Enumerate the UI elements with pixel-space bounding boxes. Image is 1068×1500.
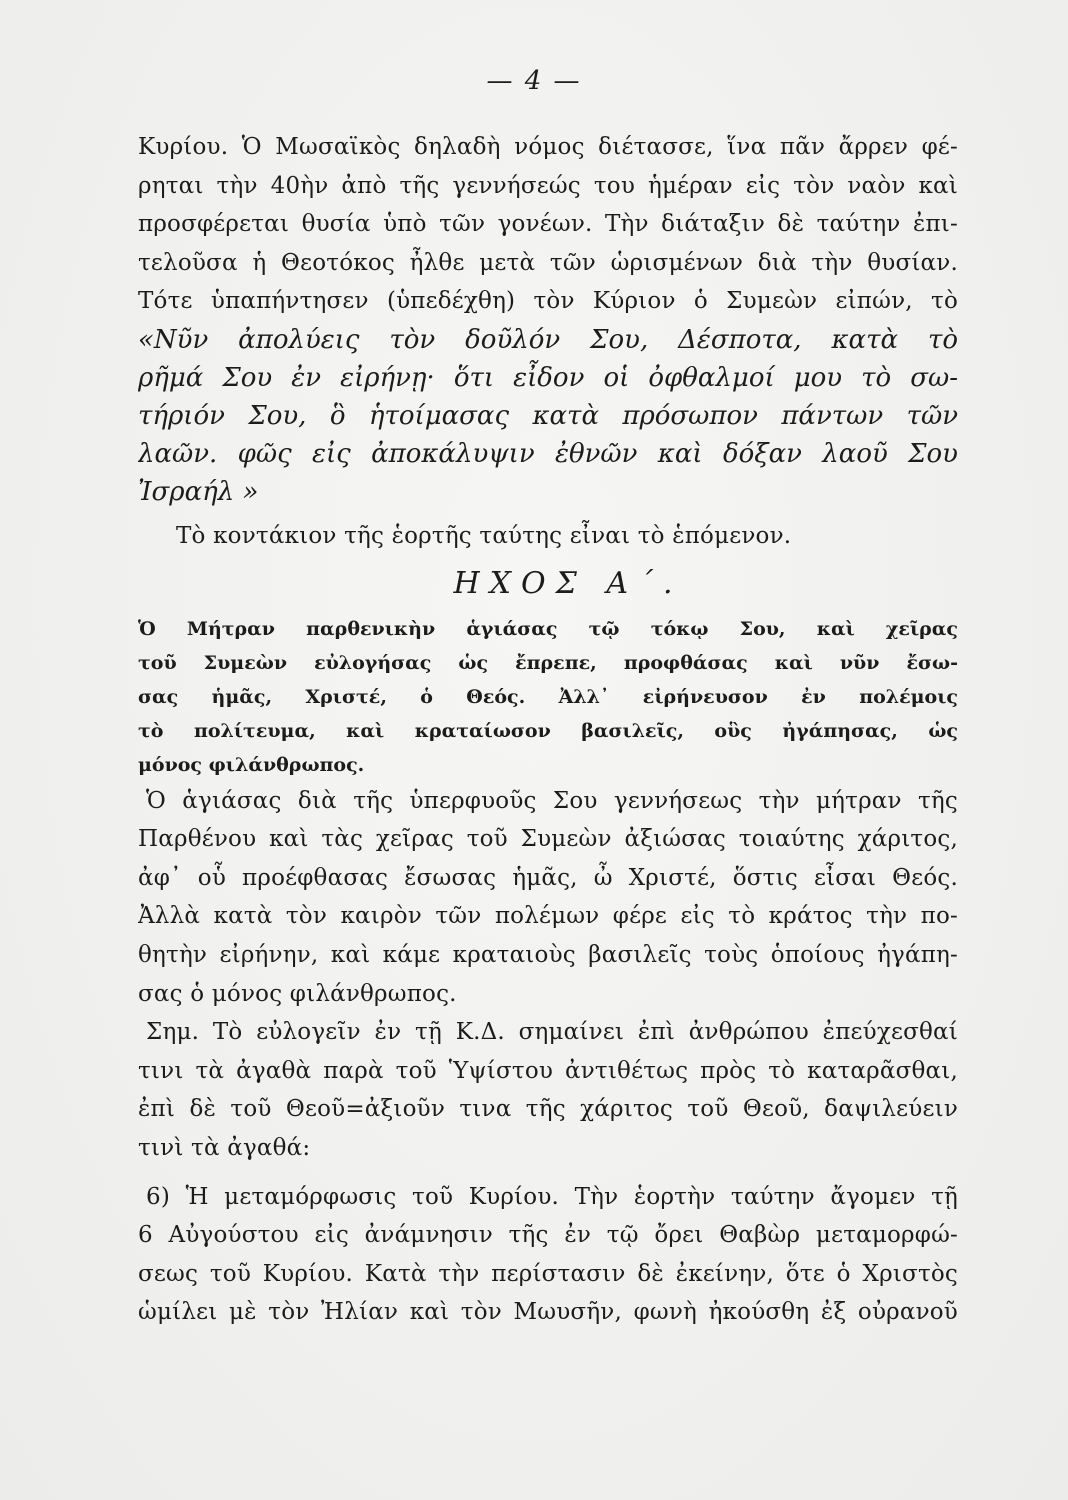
paragraph-presentation [138, 128, 958, 321]
text-line: 6 Αὐγούστου εἰς ἀνάμνησιν τῆς ἐν τῷ ὄρει Θαβὼρ μεταμορφώ- [138, 1222, 958, 1249]
quote-line: λαῶν. φῶς εἰς ἀποκάλυψιν ἐθνῶν καὶ δόξαν λαοῦ Σου [138, 438, 958, 469]
hymn-line: Ὁ Μήτραν παρθενικὴν ἁγιάσας τῷ τόκῳ Σου, καὶ χεῖρας [138, 617, 958, 640]
text-line: τινὶ τὰ ἀγαθά: [138, 1134, 311, 1161]
text-line: Σημ. Τὸ εὐλογεῖν ἐν τῇ Κ.Δ. σημαίνει ἐπὶ ἀνθρώπου ἐπεύχεσθαί [146, 1019, 958, 1046]
text-line: Παρθένου καὶ τὰς χεῖρας τοῦ Συμεὼν ἀξιώσας τοιαύτης χάριτος, [138, 826, 958, 853]
paragraph-translation [138, 782, 958, 1014]
hymn-line: τοῦ Συμεὼν εὐλογήσας ὡς ἔπρεπε, προφθάσας καὶ νῦν ἔσω- [138, 651, 958, 674]
text-line: ἐπὶ δὲ τοῦ Θεοῦ=ἀξιοῦν τινα τῆς χάριτος τοῦ Θεοῦ, δαψιλεύειν [138, 1096, 958, 1123]
quote-line: τήριόν Σου, ὃ ἡτοίμασας κατὰ πρόσωπον πάντων τῶν [138, 400, 958, 431]
text-line: προσφέρεται θυσία ὑπὸ τῶν γονέων. Τὴν διάταξιν δὲ ταύτην ἐπι- [138, 211, 958, 238]
hymn-line: τὸ πολίτευμα, καὶ κραταίωσον βασιλεῖς, οὓς ἠγάπησας, ὡς [138, 719, 958, 742]
hymn-kontakion [138, 612, 958, 782]
text-line: ρηται τὴν 40ὴν ἀπὸ τῆς γεννήσεώς του ἡμέραν εἰς τὸν ναὸν καὶ [138, 172, 958, 199]
page-number: — 4 — [486, 66, 582, 96]
quote-line: Ἰσραήλ » [138, 476, 259, 507]
paragraph-note [138, 1013, 958, 1167]
paragraph-transfiguration [138, 1178, 958, 1332]
text-line: τελοῦσα ἡ Θεοτόκος ἦλθε μετὰ τῶν ὡρισμένων διὰ τὴν θυσίαν. [138, 249, 958, 276]
hymn-line: σας ἡμᾶς, Χριστέ, ὁ Θεός. Ἀλλ᾽ εἰρήνευσον ἐν πολέμοις [138, 685, 958, 708]
text-line: Ἀλλὰ κατὰ τὸν καιρὸν τῶν πολέμων φέρε εἰς τὸ κράτος τὴν πο- [138, 903, 958, 930]
kontakion-intro: Τὸ κοντάκιον τῆς ἑορτῆς ταύτης εἶναι τὸ ἑπόμενον. [176, 522, 792, 549]
text-line: τινι τὰ ἀγαθὰ παρὰ τοῦ Ὑψίστου ἀντιθέτως πρὸς τὸ καταρᾶσθαι, [138, 1057, 958, 1084]
text-line: ὡμίλει μὲ τὸν Ἠλίαν καὶ τὸν Μωυσῆν, φωνὴ ἠκούσθη ἐξ οὐρανοῦ [138, 1299, 958, 1326]
text-line: σεως τοῦ Κυρίου. Κατὰ τὴν περίστασιν δὲ ἐκείνην, ὅτε ὁ Χριστὸς [138, 1260, 958, 1287]
text-line: 6) Ἡ μεταμόρφωσις τοῦ Κυρίου. Τὴν ἑορτὴν ταύτην ἄγομεν τῇ [146, 1183, 958, 1210]
text-line: θητὴν εἰρήνην, καὶ κάμε κραταιοὺς βασιλεῖς τοὺς ὁποίους ἠγάπη- [138, 941, 958, 968]
hymn-line: μόνος φιλάνθρωπος. [138, 753, 365, 776]
text-line: σας ὁ μόνος φιλάνθρωπος. [138, 980, 457, 1007]
text-line: Τότε ὑπαπήντησεν (ὑπεδέχθη) τὸν Κύριον ὁ Συμεὼν εἰπών, τὸ [138, 288, 958, 315]
text-line: Κυρίου. Ὁ Μωσαϊκὸς δηλαδὴ νόμος διέτασσε, ἵνα πᾶν ἄρρεν φέ- [138, 134, 958, 160]
section-heading: ΗΧΟΣ Α΄. [453, 565, 683, 601]
text-line: ἀφ᾽ οὗ προέφθασας ἔσωσας ἡμᾶς, ὦ Χριστέ, ὅστις εἶσαι Θεός. [138, 864, 958, 891]
quote-nunc-dimittis [138, 321, 958, 511]
quote-line: «Νῦν ἀπολύεις τὸν δοῦλόν Σου, Δέσποτα, κατὰ τὸ [138, 324, 958, 355]
body-text [138, 128, 958, 1332]
text-line: Ὁ ἁγιάσας διὰ τῆς ὑπερφυοῦς Σου γεννήσεως τὴν μήτραν τῆς [146, 787, 958, 814]
quote-line: ρῆμά Σου ἐν εἰρήνῃ· ὅτι εἶδον οἱ ὀφθαλμοί μου τὸ σω- [138, 362, 958, 393]
